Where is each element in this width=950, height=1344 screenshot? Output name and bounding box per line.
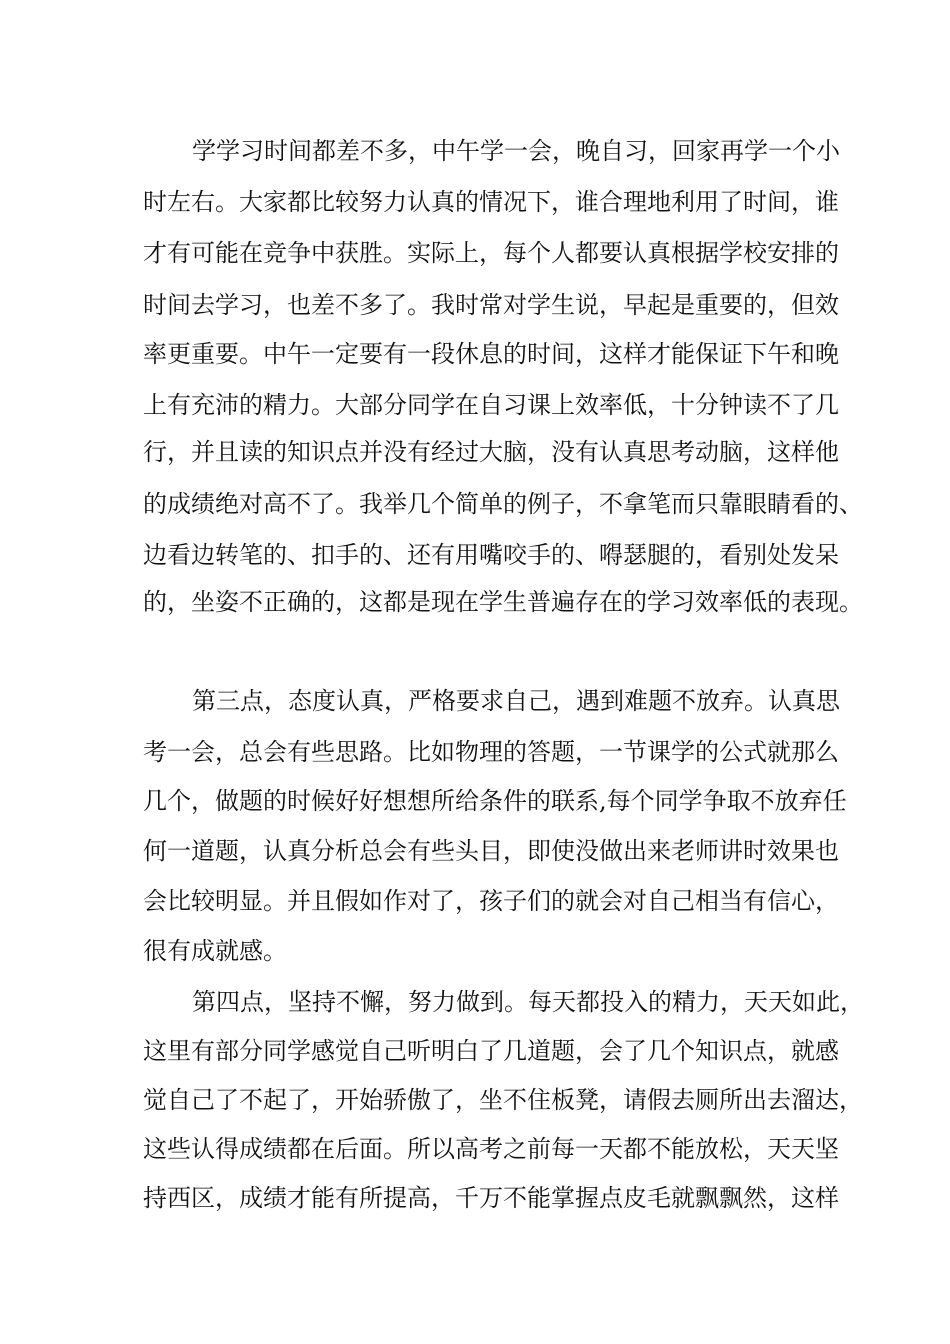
paragraph-3-line-1: 第四点，坚持不懈，努力做到。每天都投入的精力，天天如此， [192, 988, 864, 1016]
paragraph-1-line-7: 行，并且读的知识点并没有经过大脑，没有认真思考动脑，这样他 [143, 438, 839, 466]
paragraph-1-line-5: 率更重要。中午一定要有一段休息的时间，这样才能保证下午和晚 [143, 340, 839, 368]
paragraph-1-line-8: 的成绩绝对高不了。我举几个简单的例子，不拿笔而只靠眼睛看的、 [143, 490, 863, 518]
paragraph-2-line-6: 很有成就感。 [143, 937, 287, 965]
paragraph-1-line-9: 边看边转笔的、扣手的、还有用嘴咬手的、嘚瑟腿的，看别处发呆 [143, 541, 839, 569]
paragraph-3-line-2: 这里有部分同学感觉自己听明白了几道题，会了几个知识点，就感 [143, 1037, 839, 1065]
paragraph-1-line-1: 学学习时间都差不多，中午学一会，晚自习，回家再学一个小 [192, 137, 840, 165]
paragraph-2-line-5: 会比较明显。并且假如作对了，孩子们的就会对自己相当有信心， [143, 887, 839, 915]
paragraph-2-line-1: 第三点，态度认真，严格要求自己，遇到难题不放弃。认真思 [192, 687, 840, 715]
paragraph-1-line-3: 才有可能在竞争中获胜。实际上，每个人都要认真根据学校安排的 [143, 239, 839, 267]
paragraph-2-line-4: 何一道题，认真分析总会有些头目，即使没做出来老师讲时效果也 [143, 837, 839, 865]
paragraph-2-line-2: 考一会，总会有些思路。比如物理的答题，一节课学的公式就那么 [143, 738, 839, 766]
paragraph-3-line-4: 这些认得成绩都在后面。所以高考之前每一天都不能放松，天天坚 [143, 1135, 839, 1163]
paragraph-3-line-3: 觉自己了不起了，开始骄傲了，坐不住板凳，请假去厕所出去溜达， [143, 1086, 863, 1114]
paragraph-3-line-5: 持西区，成绩才能有所提高，千万不能掌握点皮毛就飘飘然，这样 [143, 1184, 839, 1212]
paragraph-1-line-2: 时左右。大家都比较努力认真的情况下，谁合理地利用了时间，谁 [143, 188, 839, 216]
paragraph-1-line-4: 时间去学习，也差不多了。我时常对学生说，早起是重要的，但效 [143, 291, 839, 319]
paragraph-1-line-6: 上有充沛的精力。大部分同学在自习课上效率低，十分钟读不了几 [143, 391, 839, 419]
paragraph-2-line-3: 几个，做题的时候好好想想所给条件的联系,每个同学争取不放弃任 [143, 787, 847, 815]
paragraph-1-line-10: 的，坐姿不正确的，这都是现在学生普遍存在的学习效率低的表现。 [143, 588, 863, 616]
